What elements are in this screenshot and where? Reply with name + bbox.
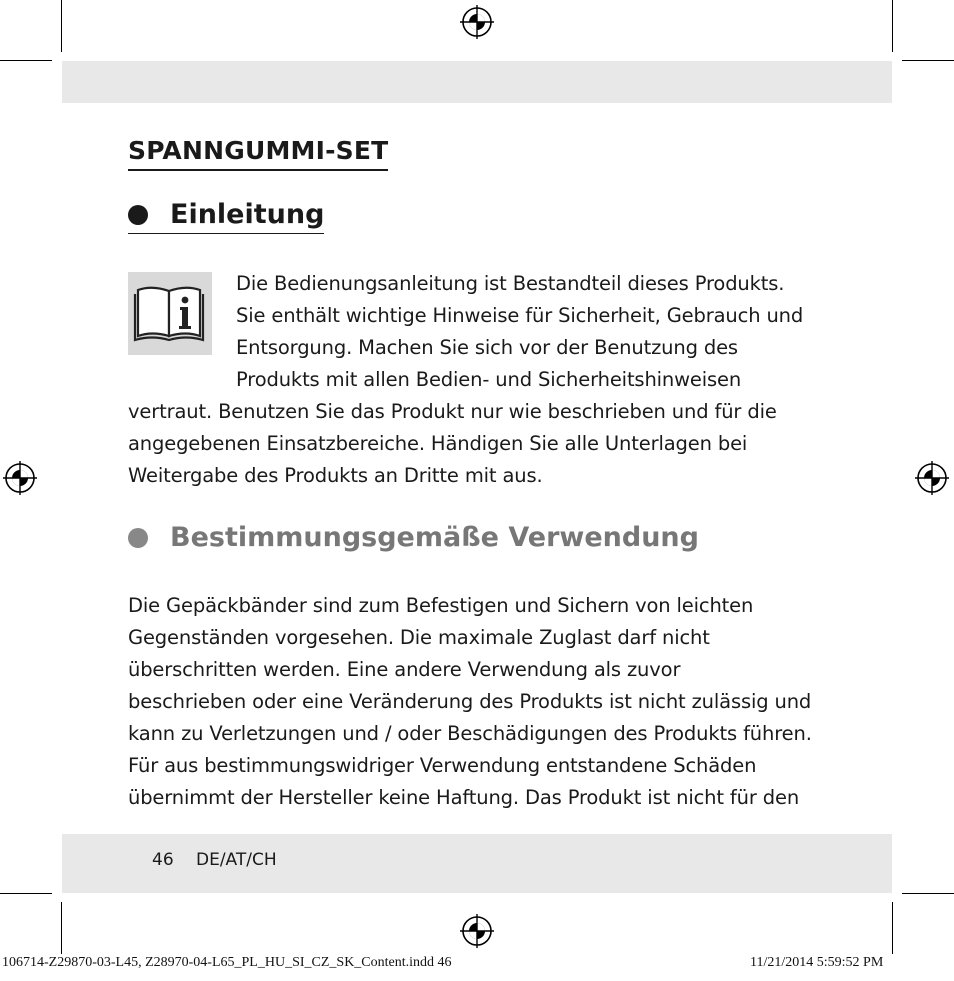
registration-mark-icon [460,914,494,948]
crop-mark [902,893,954,894]
paragraph-line: beschrieben oder eine Veränderung des Produkts ist nicht zulässig und [128,690,812,713]
region-label: DE/AT/CH [196,850,277,870]
paragraph-line: Sie enthält wichtige Hinweise für Sicherheit, Gebrauch und [236,304,804,327]
paragraph-line: angegebenen Einsatzbereiche. Händigen Sie alle Unterlagen bei [128,432,748,455]
section-bullet-icon [128,528,148,548]
paragraph-line: Produkts mit allen Bedien- und Sicherheitshinweisen [236,368,742,391]
crop-mark [61,0,62,52]
crop-mark [0,60,52,61]
info-book-icon [128,272,212,355]
paragraph-line: Die Bedienungsanleitung ist Bestandteil dieses Produkts. [236,272,785,295]
paragraph-line: kann zu Verletzungen und / oder Beschädigungen des Produkts führen. [128,722,812,745]
paragraph-line: Weitergabe des Produkts an Dritte mit aus. [128,464,543,487]
page-title: SPANNGUMMI-SET [128,135,388,171]
section-heading-text: Bestimmungsgemäße Verwendung [170,522,699,553]
crop-mark [892,0,893,52]
header-band [62,61,892,103]
section-heading-einleitung [128,198,324,234]
registration-mark-icon [460,5,494,39]
registration-mark-icon [915,461,949,495]
paragraph-line: vertraut. Benutzen Sie das Produkt nur wie beschrieben und für die [128,400,777,423]
print-slug-file: 106714-Z29870-03-L45, Z28970-04-L65_PL_HU_SI_CZ_SK_Content.indd 46 [2,955,452,970]
paragraph-line: Entsorgung. Machen Sie sich vor der Benutzung des [236,336,738,359]
page-number: 46 [152,850,174,870]
print-slug-timestamp: 11/21/2014 5:59:52 PM [750,955,884,970]
crop-mark [0,893,52,894]
crop-mark [61,902,62,954]
paragraph-line: übernimmt der Hersteller keine Haftung. Das Produkt ist nicht für den [128,786,800,809]
section-bullet-icon [128,205,148,225]
paragraph-line: Gegenständen vorgesehen. Die maximale Zuglast darf nicht [128,626,710,649]
crop-mark [902,60,954,61]
paragraph-line: Für aus bestimmungswidriger Verwendung entstandene Schäden [128,754,757,777]
section-heading-bestimmungsgemaesse-verwendung [128,521,699,555]
paragraph-line: Die Gepäckbänder sind zum Befestigen und Sichern von leichten [128,594,754,617]
paragraph-line: überschritten werden. Eine andere Verwendung als zuvor [128,658,681,681]
section-heading-text: Einleitung [170,199,325,230]
registration-mark-icon [3,461,37,495]
footer-band [62,834,892,893]
crop-mark [892,902,893,954]
